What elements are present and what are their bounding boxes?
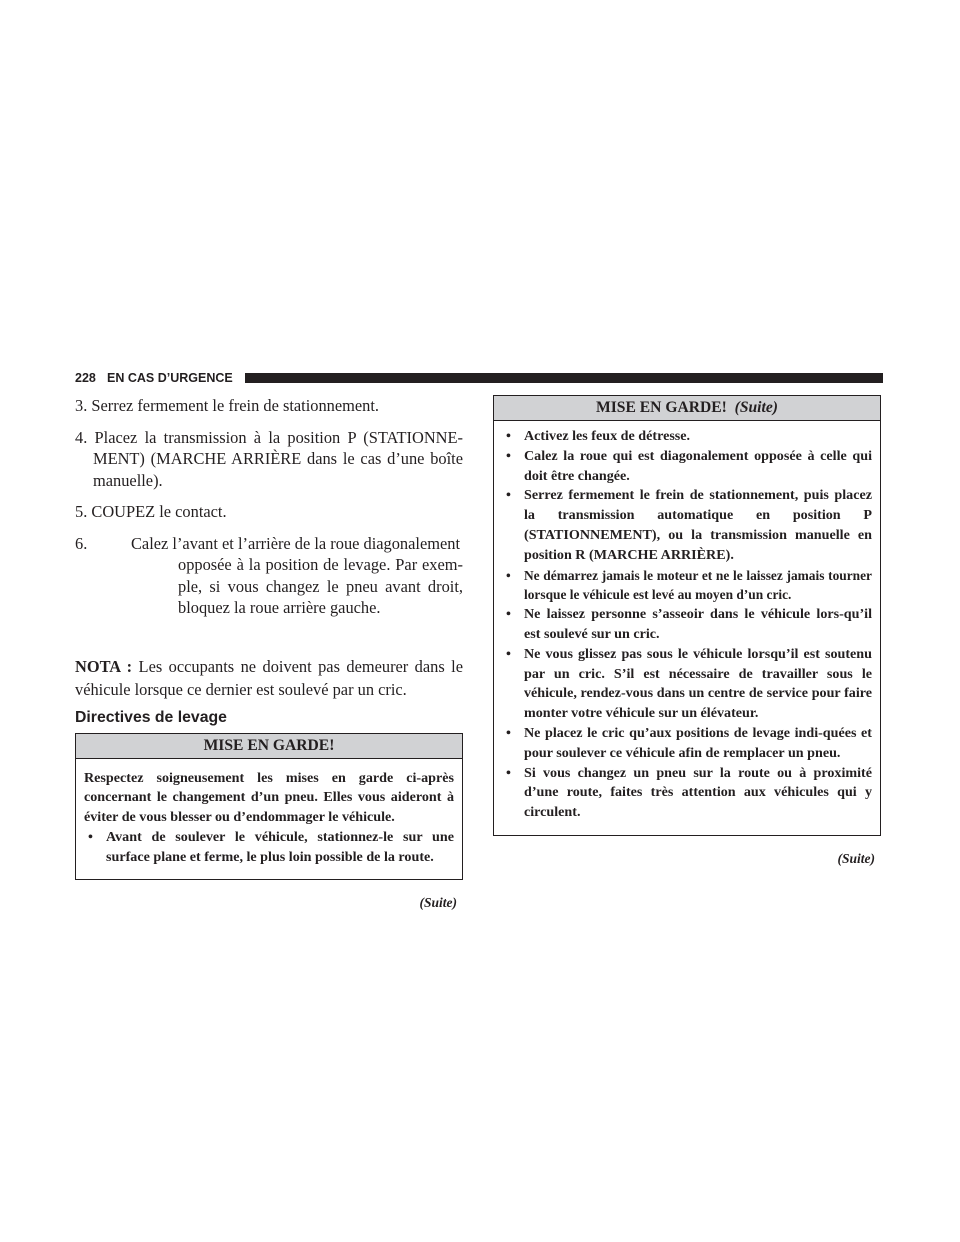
warning-item: • Avant de soulever le véhicule, stationnez-le sur une surface plane et ferme, le plus loin possible de la route. (88, 828, 454, 865)
warning-body (76, 759, 462, 880)
step-6-number: 6. (75, 533, 88, 553)
warning-title-continued: MISE EN GARDE! (Suite) (494, 396, 880, 421)
warning-item: • Serrez fermement le frein de stationnement, puis placez la transmission automatique en position P (STATIONNEMENT), ou la transmission manuelle en position R (MARCHE ARRIÈRE). (506, 487, 872, 563)
bullet-icon: • (506, 428, 511, 444)
bullet-icon: • (506, 606, 511, 623)
note-label: NOTA : (75, 656, 133, 676)
note (75, 655, 463, 701)
bullet-icon: • (88, 828, 93, 845)
subheading-directives: Directives de levage (75, 708, 227, 726)
bullet-icon: • (506, 447, 511, 464)
step-6-first-line: Calez l’avant et l’arrière de la roue diagonalement (131, 533, 461, 553)
step-4: 4. Placez la transmission à la position P (STATIONNE-MENT) (MARCHE ARRIÈRE dans le cas d’une boîte manuelle). (75, 427, 463, 490)
bullet-icon: • (506, 487, 511, 504)
continued-label: (Suite) (419, 895, 457, 911)
warning-item: • Ne vous glissez pas sous le véhicule lorsqu’il est soutenu par un cric. S’il est nécessaire de travailler sous le véhicule, rendez-vous dans un centre de service pour faire monter votre véhicule sur un élévateur. (506, 645, 872, 722)
step-6-continuation: opposée à la position de levage. Par exem-ple, si vous changez le pneu avant droit, bloquez la roue arrière gauche. (178, 555, 463, 617)
warning-list-continued (502, 427, 872, 823)
warning-body-continued (494, 421, 880, 835)
bullet-icon: • (506, 645, 511, 662)
left-column (75, 395, 463, 912)
note-text: Les occupants ne doivent pas demeurer dans le véhicule lorsque ce dernier est soulevé par un cric. (75, 656, 463, 699)
bullet-icon: • (506, 724, 511, 741)
warning-title: MISE EN GARDE! (76, 734, 462, 759)
bullet-icon: • (506, 567, 511, 583)
warning-box-left (75, 733, 463, 881)
right-column (493, 395, 881, 868)
step-6 (75, 533, 463, 619)
warning-box-right (493, 395, 881, 836)
section-title: EN CAS D’URGENCE (107, 371, 233, 385)
warning-item: • Si vous changez un pneu sur la route ou à proximité d’une route, faites très attention aux véhicules qui y circulent. (506, 764, 872, 821)
bullet-icon: • (506, 764, 511, 781)
warning-item: • Activez les feux de détresse. (502, 427, 872, 447)
page-number: 228 (75, 371, 96, 385)
page-header (75, 371, 883, 385)
warning-item: • Ne placez le cric qu’aux positions de levage indi-quées et pour soulever ce véhicule afin de remplacer un pneu. (506, 724, 872, 761)
step-3: 3. Serrez fermement le frein de stationnement. (75, 396, 380, 415)
warning-item: • Ne démarrez jamais le moteur et ne le laissez jamais tourner lorsque le véhicule est levé au moyen d’un cric. (506, 567, 872, 603)
step-5: 5. COUPEZ le contact. (75, 502, 227, 521)
warning-title-suffix: (Suite) (734, 399, 778, 416)
header-rule (245, 373, 883, 383)
warning-item: • Ne laissez personne s’asseoir dans le véhicule lors-qu’il est soulevé sur un cric. (506, 606, 872, 642)
continued-label: (Suite) (837, 850, 875, 866)
warning-intro: Respectez soigneusement les mises en garde ci-après concernant le changement d’un pneu. Elles vous aideront à éviter de vous blesser ou d’endommager le véhicule. (84, 769, 454, 826)
warning-list (84, 828, 454, 868)
warning-item: • Calez la roue qui est diagonalement opposée à celle qui doit être changée. (506, 447, 872, 484)
